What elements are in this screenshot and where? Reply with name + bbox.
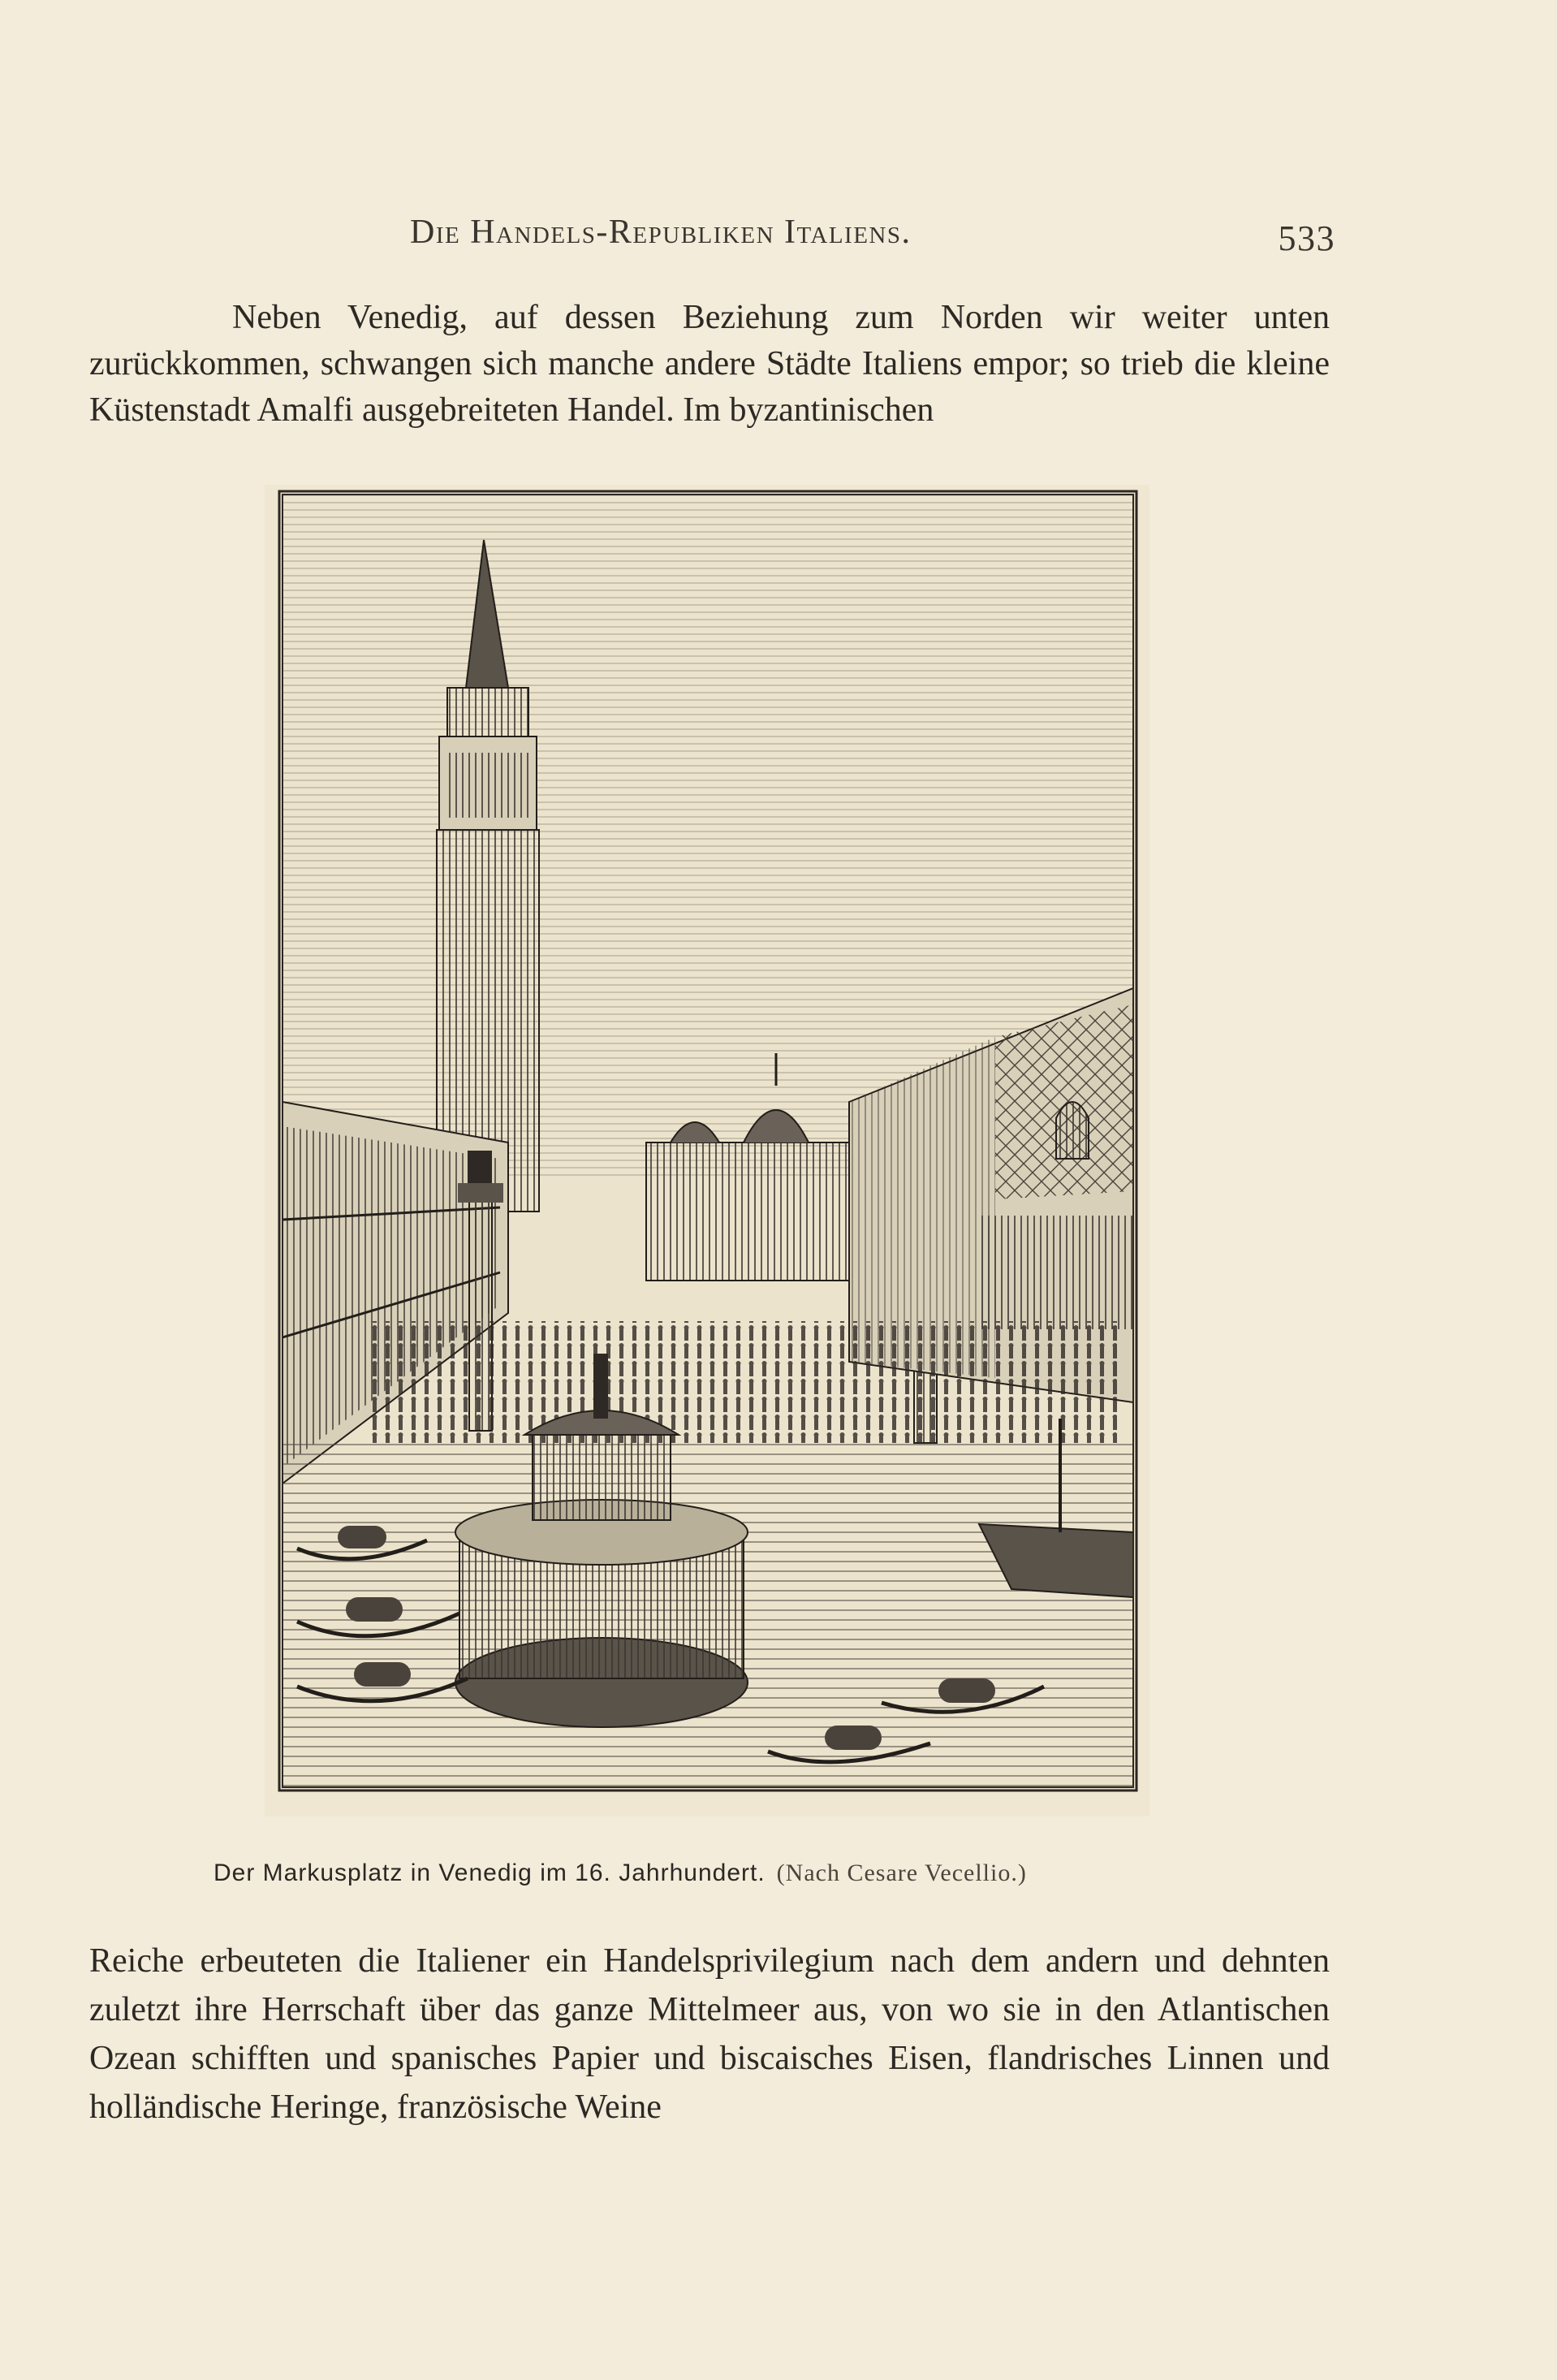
figure-caption: [213, 1860, 1253, 1887]
piazza-crowd: [370, 1321, 1117, 1443]
running-title: Die Handels-Republiken Italiens.: [410, 214, 912, 251]
paragraph-top: Neben Venedig, auf dessen Beziehung zum Norden wir weiter unten zurückkommen, schwangen sich manche andere Städte Italiens empor; so trieb die kleine Küstenstadt Amalfi ausgebreiteten Handel. Im byzantinischen: [89, 299, 1330, 429]
caption-credit: (Nach Cesare Vecellio.): [776, 1860, 1027, 1886]
caption-text: Der Markusplatz in Venedig im 16. Jahrhundert.: [213, 1860, 766, 1886]
paragraph-bottom: Reiche erbeuteten die Italiener ein Handelsprivilegium nach dem andern und dehnten zuletzt ihre Herrschaft über das ganze Mittelmeer aus, von wo sie in den Atlantischen Ozean schifften und spanisches Papier und biscaisches Eisen, flandrisches Linnen und holländische Heringe, französische Weine: [89, 1942, 1330, 2126]
engraving-illustration: [265, 485, 1149, 1816]
running-head: [410, 213, 1335, 261]
page-number: 533: [1278, 218, 1335, 258]
markusplatz-engraving: [265, 485, 1149, 1816]
